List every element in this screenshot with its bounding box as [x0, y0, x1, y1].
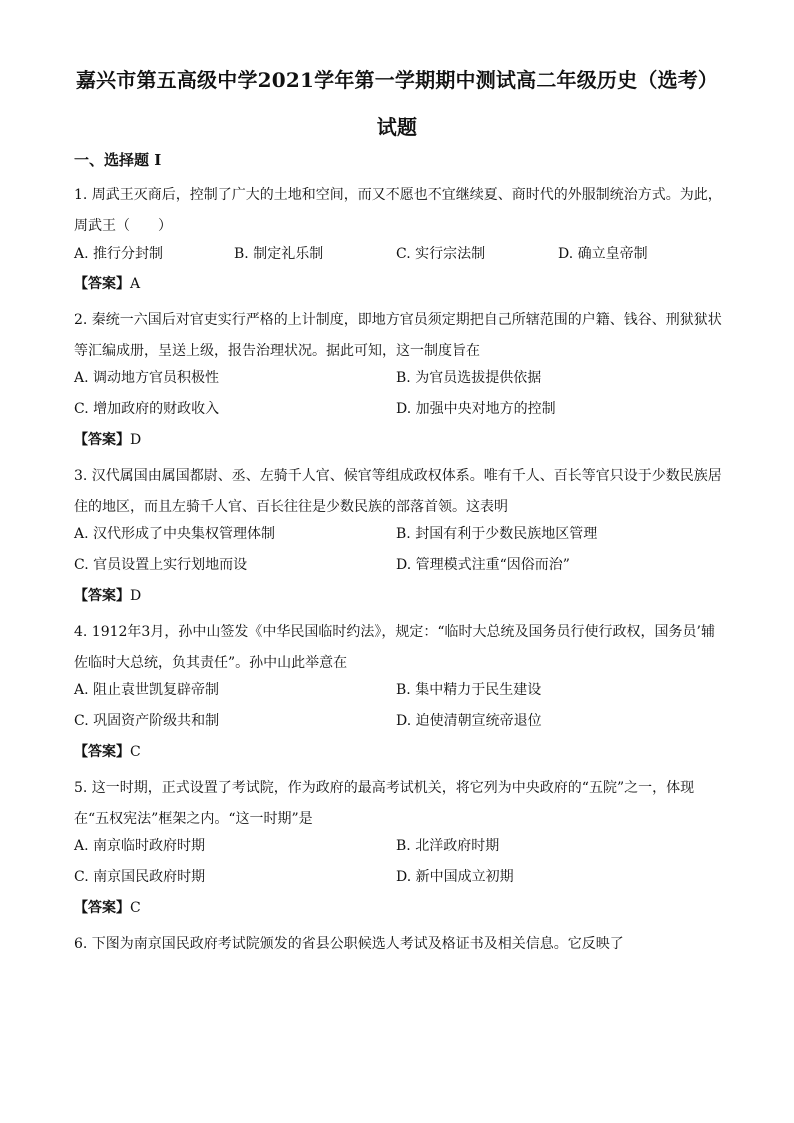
answer-label: 【答案】	[74, 432, 130, 448]
exam-title-line2: 试题	[376, 115, 418, 139]
answer-value: C	[130, 744, 141, 760]
question-5-option-a: A. 南京临时政府时期	[74, 838, 206, 854]
question-1-option-d: D. 确立皇帝制	[558, 246, 648, 262]
exam-title: 嘉兴市第五高级中学2021学年第一学期期中测试高二年级历史（选考）	[75, 68, 719, 92]
question-3-option-d: D. 管理模式注重“因俗而治”	[396, 557, 570, 573]
question-4-option-b: B. 集中精力于民生建设	[396, 682, 542, 698]
question-2-option-b: B. 为官员选拔提供依据	[396, 370, 542, 386]
question-3-stem: 3. 汉代属国由属国都尉、丞、左骑千人官、候官等组成政权体系。唯有千人、百长等官只设于少数民族居住的地区，而且左骑千人官、百长往往是少数民族的部落首领。这表明	[74, 468, 722, 515]
question-6-stem: 6. 下图为南京国民政府考试院颁发的省县公职候选人考试及格证书及相关信息。它反映了	[74, 936, 624, 952]
answer-value: D	[130, 432, 142, 448]
question-1-option-c: C. 实行宗法制	[396, 246, 486, 262]
answer-label: 【答案】	[74, 276, 130, 292]
question-4-option-c: C. 巩固资产阶级共和制	[74, 713, 220, 729]
section-heading: 一、选择题 I	[74, 151, 162, 169]
question-1-option-b: B. 制定礼乐制	[234, 246, 324, 262]
question-5-option-d: D. 新中国成立初期	[396, 869, 514, 885]
answer-label: 【答案】	[74, 744, 130, 760]
question-5-stem: 5. 这一时期，正式设置了考试院，作为政府的最高考试机关，将它列为中央政府的“五院”之一，体现在“五权宪法”框架之内。“这一时期”是	[74, 780, 695, 827]
question-3-answer	[74, 586, 141, 606]
question-5-answer	[74, 898, 141, 918]
question-2-option-d: D. 加强中央对地方的控制	[396, 401, 556, 417]
question-4-option-d: D. 迫使清朝宣统帝退位	[396, 713, 542, 729]
answer-value: D	[130, 588, 142, 604]
question-3-option-c: C. 官员设置上实行划地而设	[74, 557, 248, 573]
question-3-option-a: A. 汉代形成了中央集权管理体制	[74, 526, 276, 542]
question-5-option-b: B. 北洋政府时期	[396, 838, 500, 854]
answer-value: A	[130, 276, 141, 292]
question-1-option-a: A. 推行分封制	[74, 246, 164, 262]
question-1-stem: 1. 周武王灭商后，控制了广大的土地和空间，而又不愿也不宜继续夏、商时代的外服制统治方式。为此，周武王（ ）	[74, 187, 722, 234]
answer-label: 【答案】	[74, 588, 130, 604]
question-1-answer	[74, 274, 140, 294]
question-2-option-a: A. 调动地方官员积极性	[74, 370, 220, 386]
question-4-stem: 4. 1912年3月，孙中山签发《中华民国临时约法》，规定：“临时大总统及国务员行使行政权，国务员’辅佐临时大总统，负其责任”。孙中山此举意在	[74, 624, 715, 671]
question-2-option-c: C. 增加政府的财政收入	[74, 401, 220, 417]
question-2-stem: 2. 秦统一六国后对官吏实行严格的上计制度，即地方官员须定期把自己所辖范围的户籍、钱谷、刑狱狱状等汇编成册，呈送上级，报告治理状况。据此可知，这一制度旨在	[74, 312, 722, 359]
question-4-answer	[74, 742, 141, 762]
question-5-option-c: C. 南京国民政府时期	[74, 869, 206, 885]
question-4-option-a: A. 阻止袁世凯复辟帝制	[74, 682, 220, 698]
answer-value: C	[130, 900, 141, 916]
question-2-answer	[74, 430, 141, 450]
answer-label: 【答案】	[74, 900, 130, 916]
question-3-option-b: B. 封国有利于少数民族地区管理	[396, 526, 598, 542]
